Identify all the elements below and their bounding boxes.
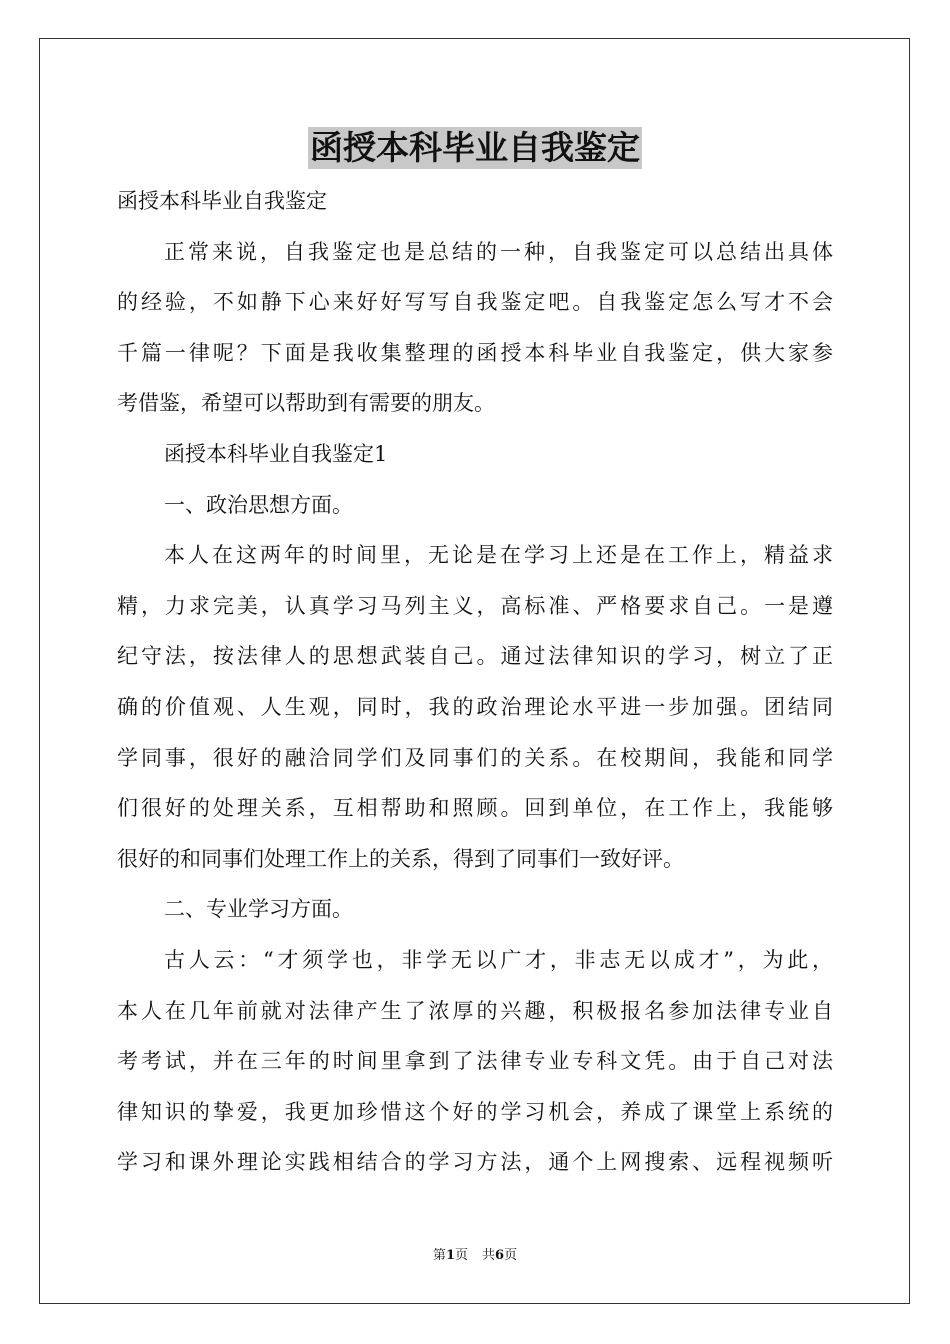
footer-page-suffix: 页: [454, 1248, 468, 1263]
title-wrap: [0, 127, 950, 169]
text-line: 律知识的挚爱，我更加珍惜这个好的学习机会，养成了课堂上系统的: [117, 1099, 833, 1124]
text-line: 本人在几年前就对法律产生了浓厚的兴趣，积极报名参加法律专业自: [117, 998, 833, 1023]
text-line: 考考试，并在三年的时间里拿到了法律专业专科文凭。由于自己对法: [117, 1049, 833, 1074]
footer-page-number: 1: [445, 1248, 455, 1263]
footer-page-prefix: 第: [432, 1248, 446, 1263]
text-line: 学习和课外理论实践相结合的学习方法，通个上网搜索、远程视频听: [117, 1150, 833, 1175]
footer-total-pages: 6: [495, 1248, 505, 1263]
text-line: 正常来说，自我鉴定也是总结的一种，自我鉴定可以总结出具体: [164, 239, 833, 264]
text-line: 很好的和同事们处理工作上的关系，得到了同事们一致好评。: [117, 846, 684, 871]
text-line: 函授本科毕业自我鉴定: [117, 189, 327, 213]
text-line: 本人在这两年的时间里，无论是在学习上还是在工作上，精益求: [164, 543, 833, 568]
footer-total-prefix: 共: [482, 1248, 496, 1263]
text-line: 确的价值观、人生观，同时，我的政治理论水平进一步加强。团结同: [117, 694, 833, 719]
text-line: 一、政治思想方面。: [164, 492, 353, 517]
text-line: 们很好的处理关系，互相帮助和照顾。回到单位，在工作上，我能够: [117, 796, 833, 821]
text-line: 古人云：“才须学也，非学无以广才，非志无以成才”，为此，: [164, 947, 833, 972]
document-body: [117, 176, 833, 1188]
text-line: 千篇一律呢？下面是我收集整理的函授本科毕业自我鉴定，供大家参: [117, 340, 833, 365]
document-title: 函授本科毕业自我鉴定: [310, 128, 640, 167]
page-footer: [0, 1247, 950, 1265]
text-line: 函授本科毕业自我鉴定1: [164, 441, 388, 466]
footer-total-suffix: 页: [504, 1248, 518, 1263]
text-line: 纪守法，按法律人的思想武装自己。通过法律知识的学习，树立了正: [117, 644, 833, 669]
text-line: 精，力求完美，认真学习马列主义，高标准、严格要求自己。一是遵: [117, 593, 833, 618]
text-line: 考借鉴，希望可以帮助到有需要的朋友。: [117, 391, 495, 416]
text-line: 的经验，不如静下心来好好写写自我鉴定吧。自我鉴定怎么写才不会: [117, 290, 833, 315]
text-line: 二、专业学习方面。: [164, 897, 353, 922]
text-line: 学同事，很好的融洽同学们及同事们的关系。在校期间，我能和同学: [117, 745, 833, 770]
